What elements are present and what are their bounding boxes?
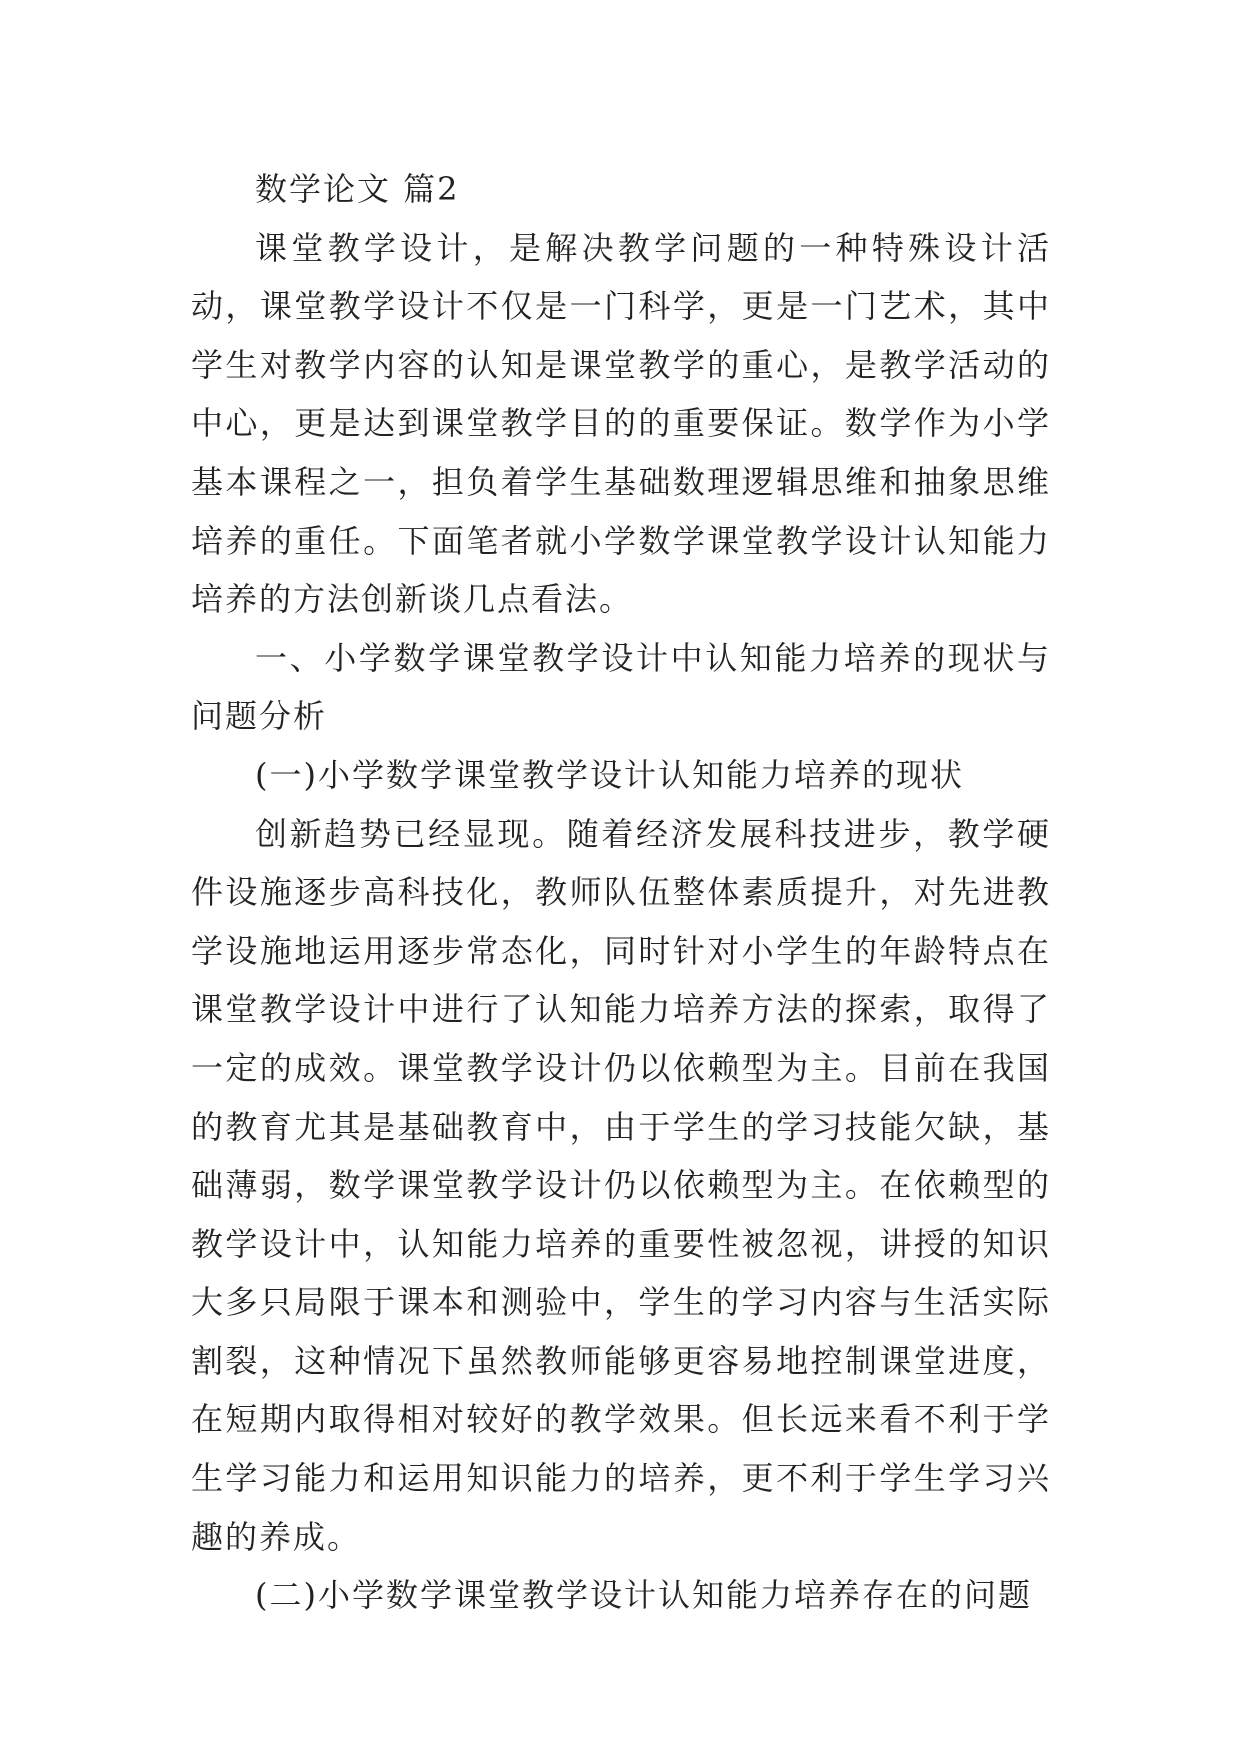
subsection-heading-2: (二)小学数学课堂教学设计认知能力培养存在的问题 xyxy=(255,1576,1032,1615)
paragraph-status: 创新趋势已经显现。随着经济发展科技进步，教学硬件设施逐步高科技化，教师队伍整体素质提升，对先进教学设施地运用逐步常态化，同时针对小学生的年龄特点在课堂教学设计中进行了认知能力培养方法的探索，取得了一定的成效。课堂教学设计仍以依赖型为主。目前在我国的教育尤其是基础教育中，由于学生的学习技能欠缺，基础薄弱，数学课堂教学设计仍以依赖型为主。在依赖型的教学设计中，认知能力培养的重要性被忽视，讲授的知识大多只局限于课本和测验中，学生的学习内容与生活实际割裂，这种情况下虽然教师能够更容易地控制课堂进度，在短期内取得相对较好的教学效果。但长远来看不利于学生学习能力和运用知识能力的培养，更不利于学生学习兴趣的养成。 xyxy=(191,814,1051,1556)
subsection-heading-1: (一)小学数学课堂教学设计认知能力培养的现状 xyxy=(255,755,964,794)
document-body xyxy=(191,160,1051,1625)
paragraph-intro: 课堂教学设计，是解决教学问题的一种特殊设计活动，课堂教学设计不仅是一门科学，更是一门艺术，其中学生对教学内容的认知是课堂教学的重心，是教学活动的中心，更是达到课堂教学目的的重要保证。数学作为小学基本课程之一，担负着学生基础数理逻辑思维和抽象思维培养的重任。下面笔者就小学数学课堂教学设计认知能力培养的方法创新谈几点看法。 xyxy=(191,228,1051,619)
section-heading-1: 一、小学数学课堂教学设计中认知能力培养的现状与问题分析 xyxy=(191,638,1051,736)
document-title: 数学论文 篇2 xyxy=(255,170,460,208)
